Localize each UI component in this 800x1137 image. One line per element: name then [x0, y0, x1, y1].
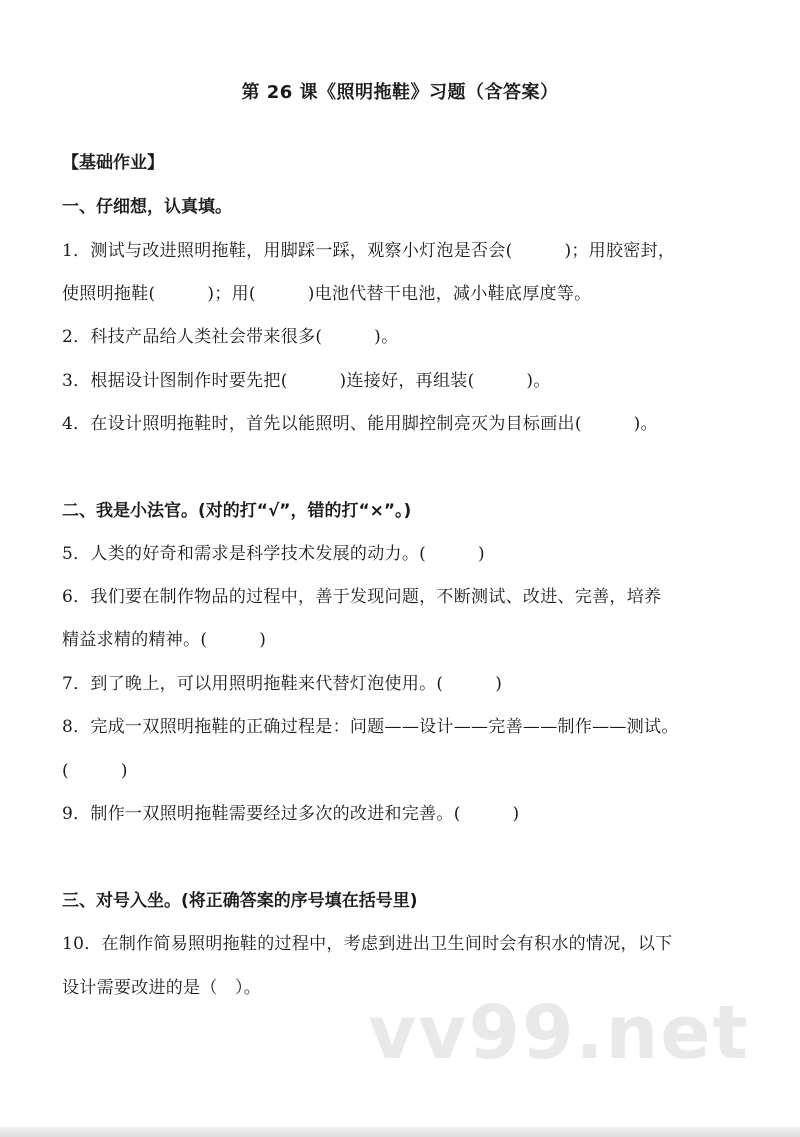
- question-line: 10．在制作简易照明拖鞋的过程中，考虑到进出卫生间时会有积水的情况，以下: [62, 934, 673, 954]
- basic-homework-heading: 【基础作业】: [62, 153, 164, 173]
- question-line: 5．人类的好奇和需求是科学技术发展的动力。( ): [62, 544, 485, 564]
- question-line: 2．科技产品给人类社会带来很多( )。: [62, 327, 399, 347]
- watermark: vv99.net: [368, 990, 750, 1076]
- section-3-heading: 三、对号入坐。(将正确答案的序号填在括号里): [62, 891, 418, 911]
- question-line: 3．根据设计图制作时要先把( )连接好，再组装( )。: [62, 371, 551, 391]
- page-title: 第 26 课《照明拖鞋》习题（含答案）: [241, 82, 559, 103]
- question-line: 使照明拖鞋( )；用( )电池代替干电池，减小鞋底厚度等。: [62, 284, 592, 304]
- question-line: 设计需要改进的是（ ）。: [62, 978, 262, 998]
- section-1-heading: 一、仔细想，认真填。: [62, 197, 232, 217]
- question-line: 8．完成一双照明拖鞋的正确过程是：问题——设计——完善——制作——测试。: [62, 717, 679, 737]
- page-bottom-edge: [0, 1127, 800, 1137]
- question-line: ( ): [62, 761, 128, 781]
- question-line: 6．我们要在制作物品的过程中，善于发现问题，不断测试、改进、完善，培养: [62, 587, 662, 607]
- question-line: 精益求精的精神。( ): [62, 630, 267, 650]
- question-line: 4．在设计照明拖鞋时，首先以能照明、能用脚控制亮灭为目标画出( )。: [62, 414, 658, 434]
- question-line: 7．到了晚上，可以用照明拖鞋来代替灯泡使用。( ): [62, 674, 503, 694]
- question-line: 9．制作一双照明拖鞋需要经过多次的改进和完善。( ): [62, 804, 520, 824]
- section-2-heading: 二、我是小法官。(对的打“√”，错的打“×”。): [62, 501, 412, 521]
- question-line: 1．测试与改进照明拖鞋，用脚踩一踩，观察小灯泡是否会( )；用胶密封，: [62, 241, 676, 261]
